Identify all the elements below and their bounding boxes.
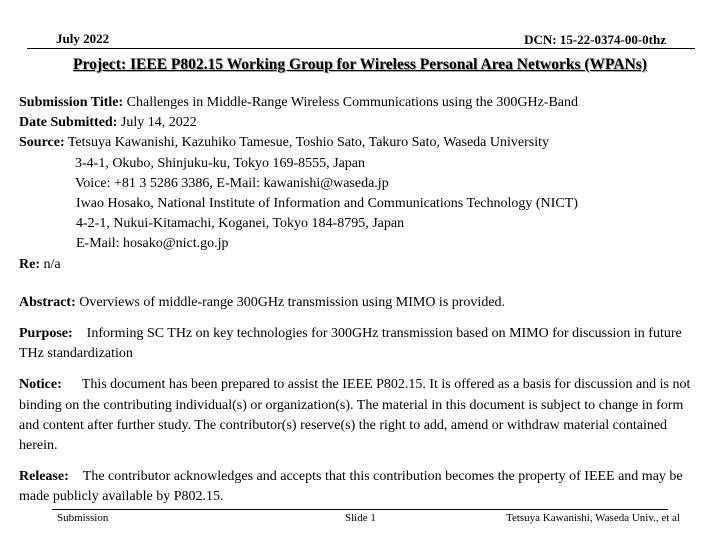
- re-label: Re:: [19, 256, 40, 272]
- submission-title-line: [19, 93, 699, 113]
- header-date: July 2022: [56, 31, 110, 46]
- document-body: [19, 93, 699, 508]
- source-address: 3-4-1, Okubo, Shinjuku-ku, Tokyo 169-8555, Japan: [75, 155, 366, 171]
- abstract-label: Abstract:: [19, 294, 76, 310]
- release-label: Release:: [19, 469, 69, 485]
- source-label: Source:: [19, 135, 65, 151]
- source-contact-2: E-Mail: hosako@nict.go.jp: [76, 236, 229, 252]
- purpose-paragraph: [19, 324, 699, 364]
- abstract-paragraph: [19, 293, 699, 313]
- header-divider: [27, 48, 695, 49]
- notice-paragraph: [19, 375, 699, 456]
- purpose-label: Purpose:: [19, 326, 73, 342]
- abstract-text: Overviews of middle-range 300GHz transmission using MIMO is provided.: [79, 294, 506, 310]
- source-contact: Voice: +81 3 5286 3386, E-Mail: kawanishi@waseda.jp: [75, 175, 389, 191]
- date-submitted-line: [19, 113, 699, 133]
- submission-title-label: Submission Title:: [19, 95, 124, 110]
- date-submitted-value: July 14, 2022: [120, 115, 197, 131]
- source-line: [19, 133, 699, 153]
- release-text: The contributor acknowledges and accepts that this contribution becomes the property of IEEE and may be made publicly available by P802.15.: [19, 469, 683, 505]
- re-value: n/a: [43, 256, 61, 272]
- source-address-2: 4-2-1, Nukui-Kitamachi, Koganei, Tokyo 184-8795, Japan: [76, 216, 405, 232]
- footer-submission: Submission: [57, 512, 109, 524]
- source-authors: Tetsuya Kawanishi, Kazuhiko Tamesue, Toshio Sato, Takuro Sato, Waseda University: [67, 135, 549, 151]
- submission-title-value: Challenges in Middle-Range Wireless Communications using the 300GHz-Band: [126, 95, 579, 110]
- footer-author: Tetsuya Kawanishi, Waseda Univ., et al: [506, 512, 680, 524]
- re-line: [19, 255, 699, 275]
- purpose-text: Informing SC THz on key technologies for 300GHz transmission based on MIMO for discussion in future THz standardization: [19, 326, 682, 362]
- notice-label: Notice:: [19, 377, 62, 393]
- release-paragraph: [19, 467, 699, 507]
- project-title: Project: IEEE P802.15 Working Group for Wireless Personal Area Networks (WPANs): [73, 56, 647, 73]
- notice-text: This document has been prepared to assist the IEEE P802.15. It is offered as a basis for discussion and is not binding on the contributing individual(s) or organization(s). The material in this document is subject to change in form and content after further study. The contributor(s) reserve(s) the right to add, amend or withdraw material contained herein.: [19, 377, 691, 454]
- footer-slide-number: Slide 1: [345, 512, 376, 524]
- source-author-2: Iwao Hosako, National Institute of Information and Communications Technology (NICT): [76, 196, 578, 212]
- footer-divider: [52, 509, 668, 510]
- date-submitted-label: Date Submitted:: [19, 115, 118, 131]
- header-dcn: DCN: 15-22-0374-00-0thz: [524, 32, 666, 47]
